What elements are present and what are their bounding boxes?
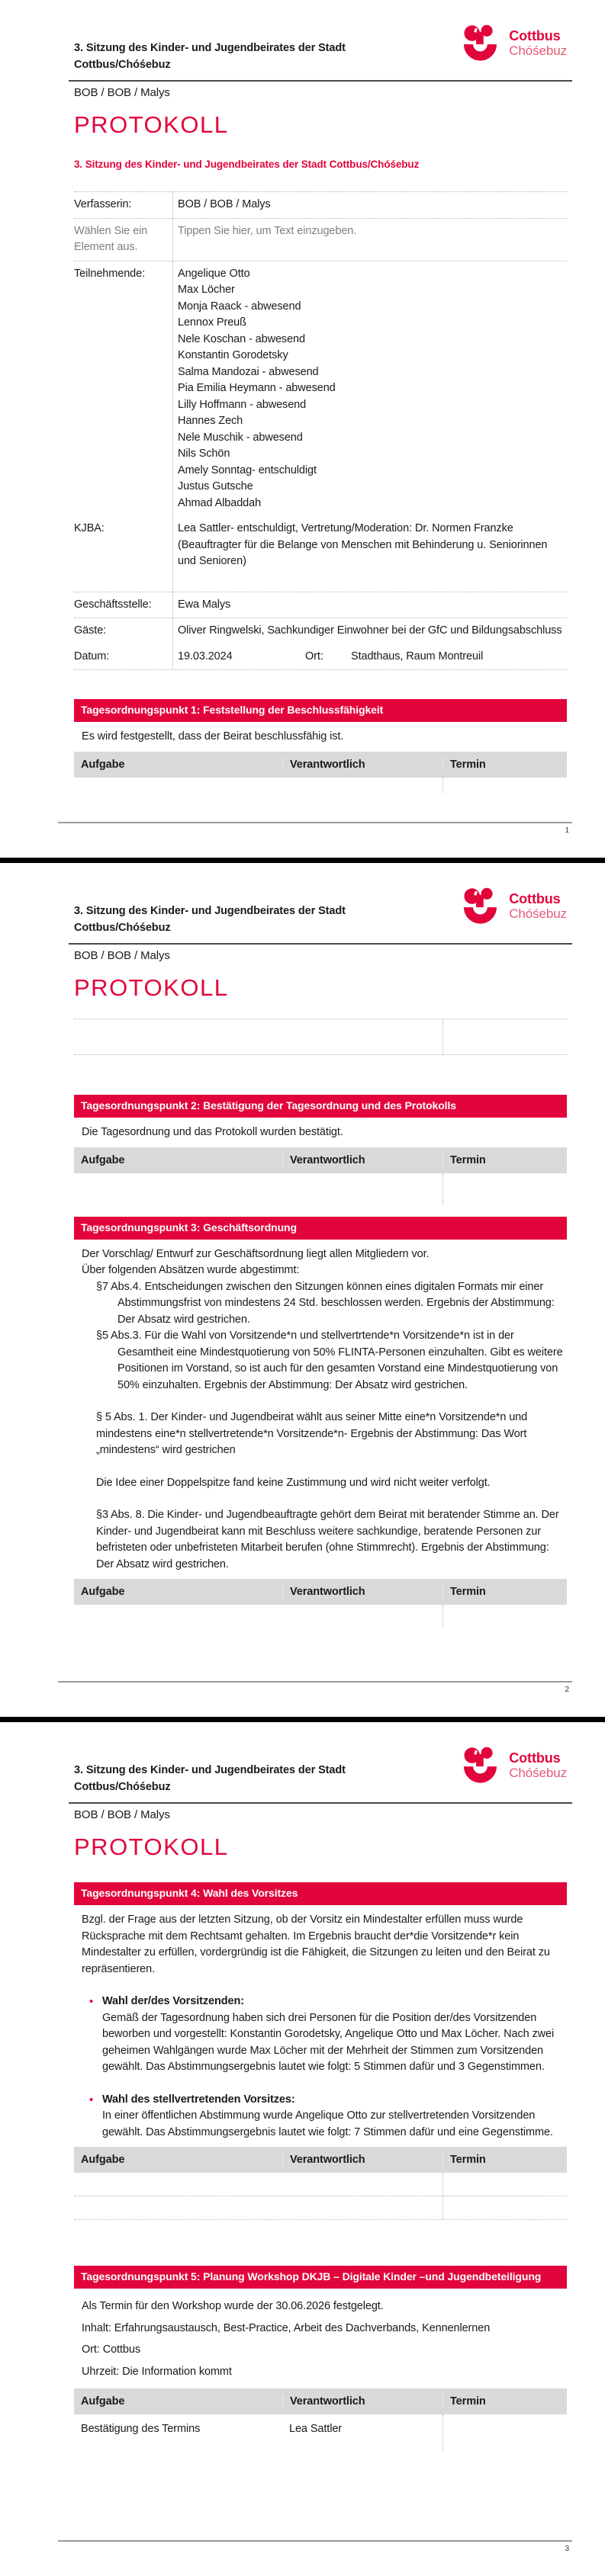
title-line-1: 3. Sitzung des Kinder- und Jugendbeirates der Stadt	[74, 42, 346, 54]
task-col-aufgabe: Aufgabe	[81, 2395, 125, 2408]
task-table-header	[74, 1579, 567, 1605]
top4-bullet2-text: In einer öffentlichen Abstimmung wurde Angelique Otto zur stellvertretenden Vorsitzenden gewählt. Das Abstimmungsergebnis lautet wie folgt: 7 Stimmen dafür und eine Gegenstimme.	[102, 2109, 553, 2138]
task-col-verantwortlich: Verantwortlich	[282, 1586, 442, 1598]
logo-wordmark	[509, 1750, 567, 1781]
title-line-2: Cottbus/Chóśebuz	[74, 59, 171, 71]
task-col-verantwortlich: Verantwortlich	[282, 1154, 442, 1166]
gaeste-value: Oliver Ringwelski, Sachkundiger Einwohner bei der GfC und Bildungsabschluss	[178, 624, 562, 637]
logo-text-cottbus: Cottbus	[509, 28, 561, 43]
title-line-1: 3. Sitzung des Kinder- und Jugendbeirates der Stadt	[74, 1764, 346, 1776]
task-table-header	[74, 2388, 567, 2414]
task-aufgabe-value: Bestätigung des Termins	[81, 2423, 201, 2435]
task-table-header	[74, 2147, 567, 2173]
title-line-2: Cottbus/Chóśebuz	[74, 1781, 171, 1793]
ort-label: Ort:	[305, 650, 323, 662]
task-table-header	[74, 752, 567, 778]
top5-section	[74, 2266, 567, 2452]
gaeste-label: Gäste:	[74, 618, 173, 644]
document-title	[74, 40, 402, 73]
top2-section	[74, 1095, 567, 1205]
header-divider	[69, 80, 572, 82]
kjba-label: KJBA:	[74, 516, 173, 592]
logo-text-chosebuz: Chóśebuz	[509, 1766, 567, 1780]
top1-body: Es wird festgestellt, dass der Beirat beschlussfähig ist.	[82, 730, 344, 743]
info-row-kjba	[74, 516, 567, 592]
task-col-termin: Termin	[442, 1586, 567, 1598]
logo-text-chosebuz: Chóśebuz	[509, 43, 567, 58]
bullet-icon: •	[89, 2093, 94, 2106]
task-col-aufgabe: Aufgabe	[81, 2154, 125, 2166]
top4-bullet-stellvertretung	[82, 2092, 565, 2141]
teilnehmende-label: Teilnehmende:	[74, 261, 173, 517]
page-footer	[58, 1681, 572, 1694]
empty-continuation-table	[74, 1019, 567, 1055]
doc-type-heading: PROTOKOLL	[74, 974, 229, 1001]
top4-banner: Tagesordnungspunkt 4: Wahl des Vorsitzes	[74, 1882, 567, 1905]
top5-banner: Tagesordnungspunkt 5: Planung Workshop DKJB – Digitale Kinder –und Jugendbeteiligung	[74, 2266, 567, 2289]
header-divider	[69, 943, 572, 945]
task-table-header	[74, 1147, 567, 1173]
page-footer	[58, 822, 572, 835]
task-col-verantwortlich: Verantwortlich	[282, 759, 442, 771]
footer-divider	[58, 1681, 572, 1683]
top4-bullet-vorsitz	[82, 1994, 565, 2076]
task-col-aufgabe: Aufgabe	[81, 758, 125, 771]
teilnehmende-list: Angelique Otto Max Löcher Monja Raack - abwesend Lennox Preuß Nele Koschan - abwesend Konstantin Gorodetsky Salma Mandozai - abwesend Pia Emilia Heymann - abwesend Lilly Hoffmann - abwesend Hannes Zech Nele Muschik - abwesend Nils Schön Amely Sonntag- entschuldigt Justus Gutsche Ahmad Albaddah	[178, 267, 336, 509]
ort-value: Stadthaus, Raum Montreuil	[351, 650, 484, 662]
logo-text-cottbus: Cottbus	[509, 1750, 561, 1766]
page-header	[74, 863, 567, 1002]
verfasserin-label: Verfasserin:	[74, 192, 173, 218]
author-line: BOB / BOB / Malys	[74, 1808, 170, 1821]
top3-para-7-4: §7 Abs.4. Entscheidungen zwischen den Sitzungen können eines digitalen Formats mir einer Abstimmungsfrist von mindestens 24 Std. beschlossen werden. Ergebnis der Abstimmung: Der Absatz wird gestrichen.	[96, 1280, 555, 1326]
cottbus-smiley-logo-icon	[459, 23, 502, 64]
page-footer	[58, 2540, 572, 2553]
top3-banner: Tagesordnungspunkt 3: Geschäftsordnung	[74, 1217, 567, 1240]
task-col-termin: Termin	[442, 759, 567, 771]
cottbus-logo	[459, 23, 567, 64]
text-placeholder-field[interactable]: Tippen Sie hier, um Text einzugeben.	[178, 224, 357, 237]
info-row-teilnehmende	[74, 261, 567, 517]
task-col-verantwortlich: Verantwortlich	[282, 2154, 442, 2166]
page-number: 3	[565, 2545, 569, 2553]
footer-divider	[58, 2540, 572, 2542]
datum-label: Datum:	[74, 644, 173, 670]
info-row-verfasserin	[74, 192, 567, 219]
element-placeholder-dropdown[interactable]: Wählen Sie ein Element aus.	[74, 219, 173, 261]
author-line: BOB / BOB / Malys	[74, 949, 170, 962]
top2-body: Die Tagesordnung und das Protokoll wurden bestätigt.	[82, 1126, 343, 1138]
top3-para-5-3: §5 Abs.3. Für die Wahl von Vorsitzende*n und stellvertrtende*n Vorsitzende*n ist in der Gesamtheit eine Mindestquotierung von 50% FLINTA-Personen einzuhalten. Gibt es weitere Positionen im Vorstand, so ist auch für den gesamten Vorstand eine Mindestquotierung von 50% einzuhalten. Ergebnis der Abstimmung: Der Absatz wird gestrichen.	[96, 1330, 563, 1391]
info-row-placeholder	[74, 219, 567, 261]
title-line-2: Cottbus/Chóśebuz	[74, 922, 171, 934]
task-termin-value	[442, 2414, 567, 2452]
logo-wordmark	[509, 891, 567, 922]
cottbus-logo	[459, 886, 567, 927]
page-header	[74, 0, 567, 139]
page-1	[0, 0, 605, 858]
top3-body	[74, 1240, 567, 1580]
top4-bullet1-text: Gemäß der Tagesordnung haben sich drei Personen für die Position der/des Vorsitzenden beworben und vorgestellt: Konstantin Gorodetsky, Angelique Otto und Max Löcher. Nach zwei geheimen Wahlgängen wurde Max Löcher mit der Mehrheit der Stimmen zum Vorsitzenden gewählt. Das Abstimmungsergebnis lautet wie folgt: 5 Stimmen dafür und 3 Gegenstimmen.	[102, 2011, 555, 2073]
verfasserin-value: BOB / BOB / Malys	[178, 198, 271, 210]
document-title	[74, 1762, 402, 1795]
logo-text-chosebuz: Chóśebuz	[509, 906, 567, 921]
session-section-title: 3. Sitzung des Kinder- und Jugendbeirates der Stadt Cottbus/Chóśebuz	[74, 159, 420, 170]
geschaeftsstelle-label: Geschäftsstelle:	[74, 592, 173, 618]
datum-value: 19.03.2024	[178, 650, 233, 662]
task-table-empty-row	[74, 1605, 567, 1626]
cottbus-smiley-logo-icon	[459, 1745, 502, 1786]
task-table-empty-row	[74, 778, 567, 793]
bullet-icon: •	[89, 1995, 94, 2008]
datum-ort-value	[173, 644, 567, 670]
top1-banner: Tagesordnungspunkt 1: Feststellung der Beschlussfähigkeit	[74, 699, 567, 722]
logo-text-cottbus: Cottbus	[509, 891, 561, 906]
title-line-1: 3. Sitzung des Kinder- und Jugendbeirates der Stadt	[74, 905, 346, 917]
document-title	[74, 903, 402, 936]
page-separator	[0, 1717, 605, 1722]
top5-body: Als Termin für den Workshop wurde der 30.06.2026 festgelegt. Inhalt: Erfahrungsaustausch, Best-Practice, Arbeit des Dachverbands, Kennenlernen Ort: Cottbus Uhrzeit: Die Information kommt	[82, 2300, 491, 2378]
top3-para-5-1: § 5 Abs. 1. Der Kinder- und Jugendbeirat wählt aus seiner Mitte eine*n Vorsitzende*n und mindestens eine*n stellvertretende*n Vorsitzende*n- Ergebnis der Abstimmung: Das Wort „mindestens“ wird gestrichen	[96, 1411, 528, 1456]
task-table-empty-row	[74, 2196, 567, 2220]
task-col-termin: Termin	[442, 2154, 567, 2166]
task-table-empty-row	[74, 1173, 567, 1205]
top4-body	[74, 1905, 567, 2147]
geschaeftsstelle-value: Ewa Malys	[178, 598, 231, 611]
meeting-info-table	[74, 191, 567, 670]
author-line: BOB / BOB / Malys	[74, 86, 170, 99]
logo-wordmark	[509, 28, 567, 59]
footer-divider	[58, 822, 572, 823]
info-row-geschaeftsstelle	[74, 592, 567, 619]
task-col-aufgabe: Aufgabe	[81, 1153, 125, 1166]
top4-bullet2-heading: Wahl des stellvertretenden Vorsitzes:	[102, 2093, 295, 2106]
top3-para-doppelspitze: Die Idee einer Doppelspitze fand keine Zustimmung und wird nicht weiter verfolgt.	[96, 1476, 491, 1489]
page-number: 1	[565, 826, 569, 835]
task-table-row	[74, 2414, 567, 2452]
cottbus-logo	[459, 1745, 567, 1786]
kjba-value: Lea Sattler- entschuldigt, Vertretung/Moderation: Dr. Normen Franzke (Beauftragter für die Belange von Menschen mit Behinderung u. Seniorinnen und Senioren)	[178, 522, 548, 567]
page-header	[74, 1722, 567, 1861]
task-table-empty-row	[74, 2173, 567, 2196]
top2-banner: Tagesordnungspunkt 2: Bestätigung der Tagesordnung und des Protokolls	[74, 1095, 567, 1118]
top4-section	[74, 1882, 567, 2220]
task-col-aufgabe: Aufgabe	[81, 1586, 125, 1598]
top1-section	[74, 699, 567, 793]
page-3	[0, 1722, 605, 2576]
info-row-gaeste	[74, 618, 567, 644]
top4-intro: Bzgl. der Frage aus der letzten Sitzung, ob der Vorsitz ein Mindestalter erfüllen muss wurde Rücksprache mit dem Rechtsamt gehalten. Im Ergebnis braucht der*die Vorsitzende*r kein Mindestalter zu erfüllen, vordergründig ist die Fähigkeit, die Sitzungen zu leiten und den Beirat zu repräsentieren.	[82, 1914, 550, 1975]
task-col-termin: Termin	[442, 1154, 567, 1166]
task-col-termin: Termin	[442, 2395, 567, 2408]
doc-type-heading: PROTOKOLL	[74, 111, 229, 138]
top4-bullet1-heading: Wahl der/des Vorsitzenden:	[102, 1995, 244, 2007]
doc-type-heading: PROTOKOLL	[74, 1833, 229, 1860]
top3-intro-1: Der Vorschlag/ Entwurf zur Geschäftsordnung liegt allen Mitgliedern vor.	[82, 1247, 430, 1260]
cottbus-smiley-logo-icon	[459, 886, 502, 927]
task-col-verantwortlich: Verantwortlich	[282, 2395, 442, 2408]
header-divider	[69, 1802, 572, 1804]
info-row-datum	[74, 644, 567, 671]
top3-section	[74, 1217, 567, 1627]
page-separator	[0, 858, 605, 863]
page-2	[0, 863, 605, 1717]
task-verantwortlich-value: Lea Sattler	[289, 2423, 343, 2435]
page-number: 2	[565, 1686, 569, 1694]
top3-para-3-8: §3 Abs. 8. Die Kinder- und Jugendbeauftragte gehört dem Beirat mit beratender Stimme an. Der Kinder- und Jugendbeirat kann mit Beschluss weitere sachkundige, beratende Personen zur befristeten oder unbefristeten Mitarbeit berufen (ohne Stimmrecht). Ergebnis der Abstimmung: Der Absatz wird gestrichen.	[96, 1509, 559, 1570]
top3-intro-2: Über folgenden Absätzen wurde abgestimmt:	[82, 1264, 300, 1276]
